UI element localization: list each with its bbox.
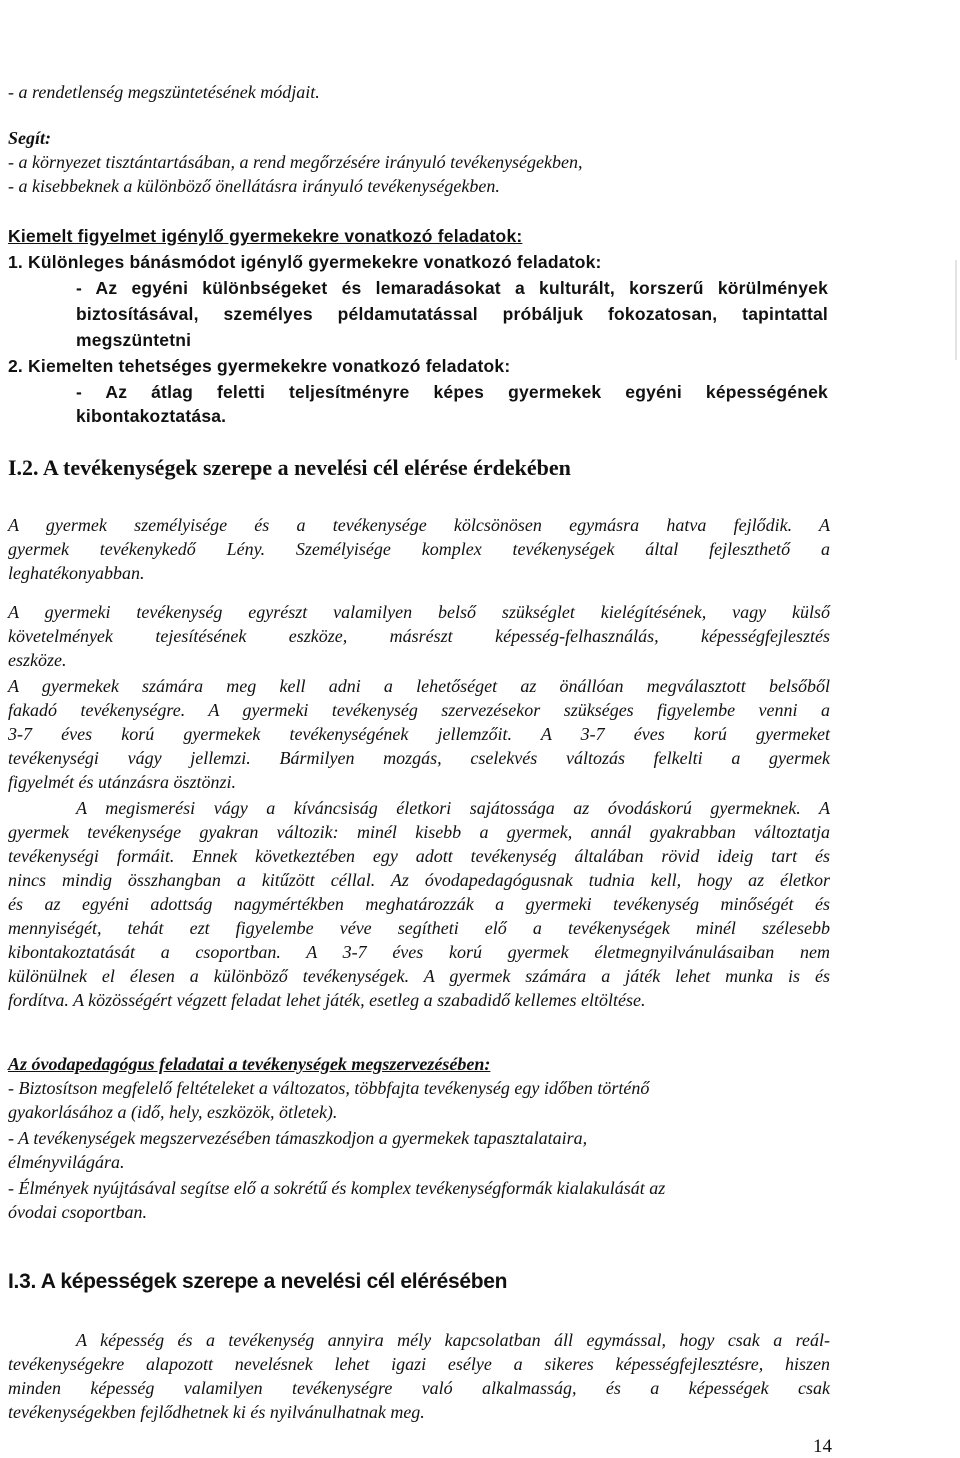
special-sub2-title: 2. Kiemelten tehetséges gyermekekre vonatkozó feladatok:: [8, 356, 511, 376]
list-item: - a kisebbeknek a különböző önellátásra irányuló tevékenységekben.: [8, 176, 500, 196]
list-item: gyakorlásához a (idő, hely, eszközök, ötletek).: [8, 1102, 338, 1122]
list-item: - Az átlag feletti teljesítményre képes gyermekek egyéni képességének: [76, 382, 828, 402]
list-item: - Az egyéni különbségeket és lemaradásokat a kulturált, korszerű körülmények: [76, 278, 828, 298]
paragraph-line: figyelmét és utánzásra ösztönzi.: [8, 772, 236, 792]
page-number: 14: [813, 1436, 832, 1457]
paragraph-line: A gyermeki tevékenység egyrészt valamilyen belső szükséglet kielégítésének, vagy külső: [8, 602, 830, 622]
paragraph-line: tevékenységi vágy jellemzi. Bármilyen mozgás, cselekvés változás felkelti a gyermek: [8, 748, 830, 768]
section-heading-i3: [8, 1270, 507, 1294]
section-number: I.2.: [8, 455, 39, 480]
section-number: I.3.: [8, 1270, 36, 1293]
tasks-heading: Az óvodapedagógus feladatai a tevékenységek megszervezésében:: [8, 1054, 491, 1074]
paragraph-line: minden képesség valamilyen tevékenységre való alkalmasság, és a képességek csak: [8, 1378, 830, 1398]
paragraph-line: eszköze.: [8, 650, 67, 670]
body-line: kibontakoztatása.: [76, 406, 227, 426]
section-heading-i2: [8, 455, 571, 481]
paragraph-line: tevékenységekben fejlődhetnek ki és nyilvánulhatnak meg.: [8, 1402, 425, 1422]
paragraph-line: A képesség és a tevékenység annyira mély kapcsolatban áll egymással, hogy csak a reál-: [76, 1330, 830, 1350]
segit-label: Segít:: [8, 128, 51, 148]
paragraph-line: gyermek tevékenysége gyakran változik: minél kisebb a gyermek, annál gyakrabban változtatja: [8, 822, 830, 842]
paragraph-line: tevékenységekre alapozott nevelésnek lehet igazi esélye a sikeres képességfejlesztésre, hiszen: [8, 1354, 830, 1374]
body-line: megszüntetni: [76, 330, 192, 350]
paragraph-line: A gyermek személyisége és a tevékenysége kölcsönösen egymásra hatva fejlődik. A: [8, 515, 830, 535]
paragraph-line: mennyiségét, tehát ezt figyelembe véve segítheti elő a tevékenységek minél szélesebb: [8, 918, 830, 938]
paragraph-line: leghatékonyabban.: [8, 563, 145, 583]
paragraph-line: és az egyéni adottság nagymértékben meghatározzák a gyermeki tevékenység minőségét és: [8, 894, 830, 914]
paragraph-line: fordítva. A közösségért végzett feladat lehet játék, esetleg a szabadidő kellemes eltöltése.: [8, 990, 646, 1010]
paragraph-line: A gyermekek számára meg kell adni a lehetőséget az önállóan megválasztott belsőből: [8, 676, 830, 696]
section-title: A tevékenységek szerepe a nevelési cél elérése érdekében: [42, 455, 571, 480]
list-item: - a rendetlenség megszüntetésének módjait.: [8, 82, 320, 102]
paragraph-line: tevékenységi formáit. Ennek következtében egy adott tevékenység általában rövid ideig tart és: [8, 846, 830, 866]
list-item: - a környezet tisztántartásában, a rend megőrzésére irányuló tevékenységekben,: [8, 152, 583, 172]
list-item: óvodai csoportban.: [8, 1202, 147, 1222]
paragraph-line: gyermek tevékenykedő Lény. Személyisége komplex tevékenységek által fejleszthető a: [8, 539, 830, 559]
paragraph-line: különülnek el élesen a különböző tevékenységek. A gyermek számára a játék lehet munka is és: [8, 966, 830, 986]
paragraph-line: nincs mindig összhangban a kitűzött céllal. Az óvodapedagógusnak tudnia kell, hogy az életkor: [8, 870, 830, 890]
body-line: biztosításával, személyes példamutatással próbáljuk fokozatosan, tapintattal: [76, 304, 828, 324]
list-item: - A tevékenységek megszervezésében támaszkodjon a gyermekek tapasztalataira,: [8, 1128, 588, 1148]
special-sub1-title: 1. Különleges bánásmódot igénylő gyermekekre vonatkozó feladatok:: [8, 252, 602, 272]
paragraph-line: A megismerési vágy a kíváncsiság életkori sajátossága az óvodáskorú gyermeknek. A: [76, 798, 830, 818]
paragraph-line: 3-7 éves korú gyermekek tevékenységének jellemzőit. A 3-7 éves korú gyermeket: [8, 724, 830, 744]
section-title: A képességek szerepe a nevelési cél elérésében: [40, 1270, 508, 1293]
paragraph-line: fakadó tevékenységre. A gyermeki tevékenység szervezésekor szükséges figyelembe venni a: [8, 700, 830, 720]
paragraph-line: kibontakoztatását a csoportban. A 3-7 éves korú gyermek életmegnyilvánulásaiban nem: [8, 942, 830, 962]
list-item: - Élmények nyújtásával segítse elő a sokrétű és komplex tevékenységformák kialakulását az: [8, 1178, 666, 1198]
paragraph-line: követelmények tejesítésének eszköze, másrészt képesség-felhasználás, képességfejlesztés: [8, 626, 830, 646]
scan-edge: [955, 260, 957, 360]
list-item: élményvilágára.: [8, 1152, 125, 1172]
list-item: - Biztosítson megfelelő feltételeket a változatos, többfajta tevékenység egy időben történő: [8, 1078, 650, 1098]
special-heading: Kiemelt figyelmet igénylő gyermekekre vonatkozó feladatok:: [8, 226, 523, 246]
